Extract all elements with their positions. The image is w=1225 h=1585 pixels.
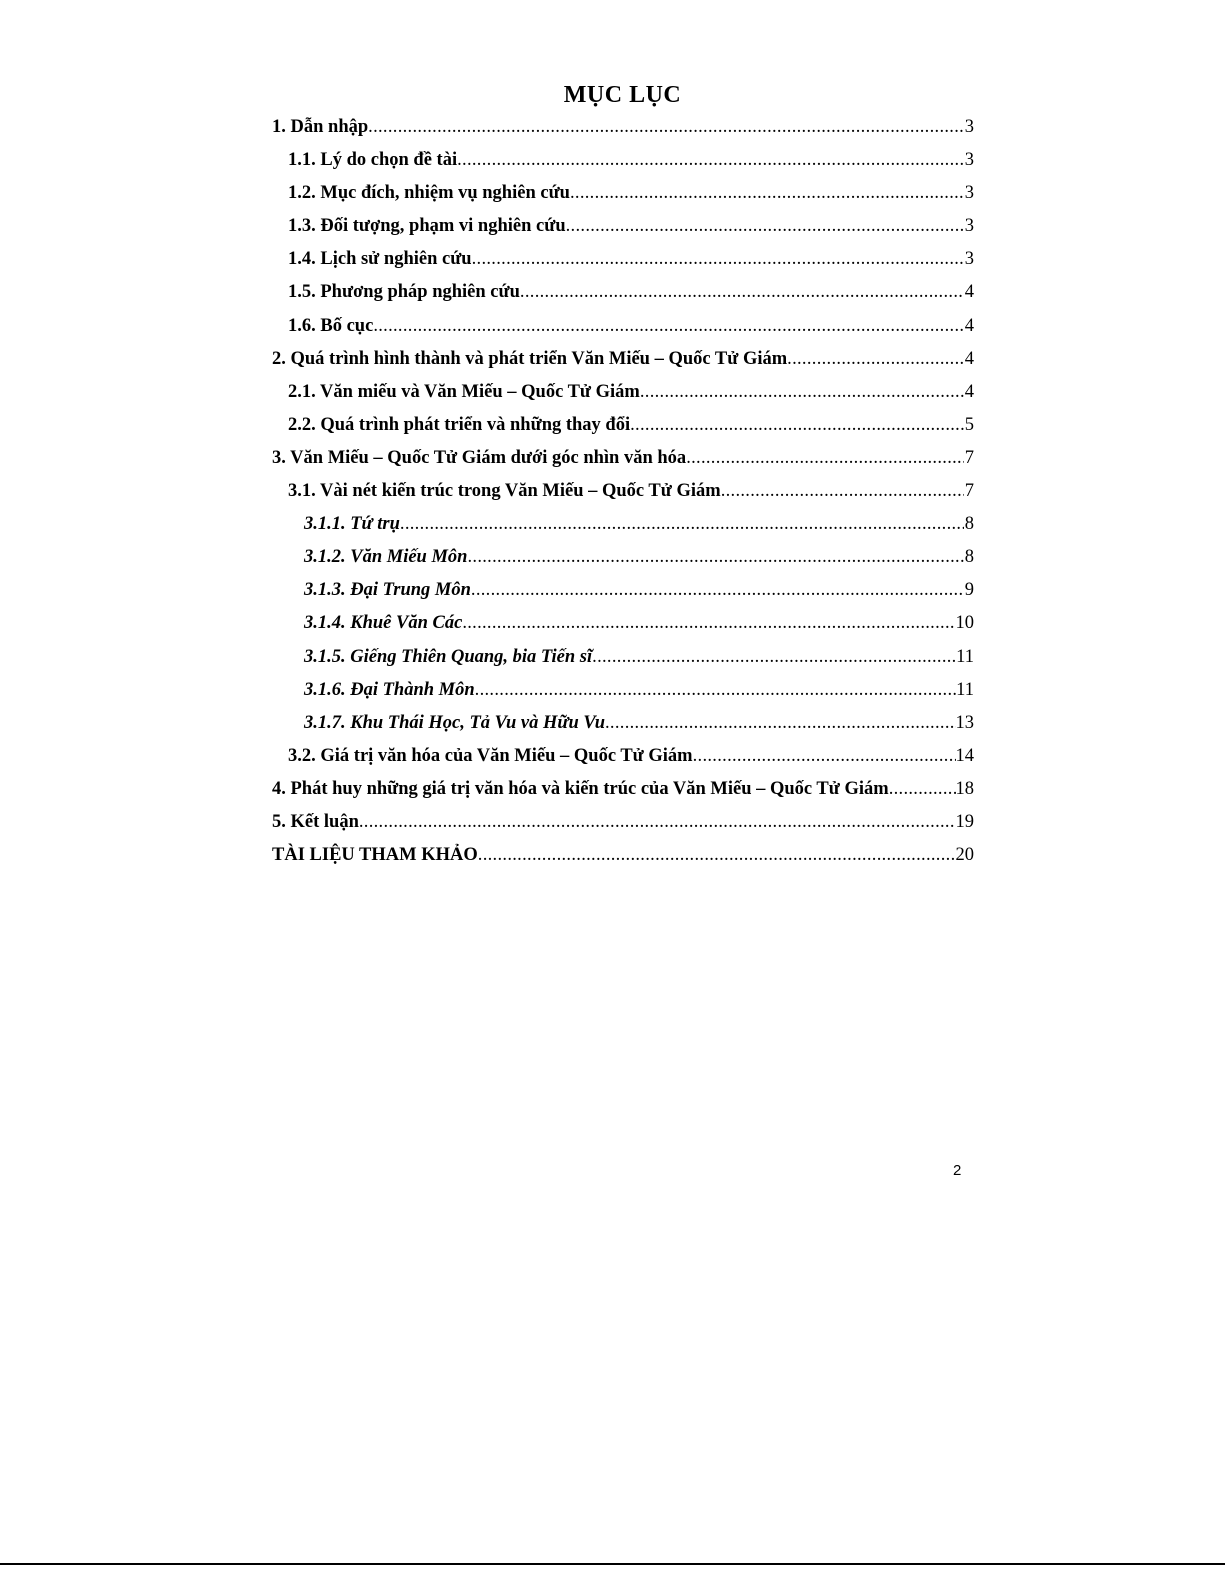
toc-entry-label: 1.6. Bố cục <box>288 315 374 336</box>
toc-entry[interactable] <box>272 740 974 773</box>
toc-entry[interactable] <box>272 243 974 276</box>
toc-entry[interactable] <box>272 607 974 640</box>
toc-entry[interactable] <box>272 276 974 309</box>
toc-title: MỤC LỤC <box>563 82 682 108</box>
toc-entry[interactable] <box>272 773 974 806</box>
toc-dot-leader <box>640 376 964 409</box>
toc-entry-label: 3.2. Giá trị văn hóa của Văn Miếu – Quốc Tử Giám <box>288 745 693 766</box>
page-bottom-divider <box>0 1563 1225 1565</box>
toc-entry[interactable] <box>272 210 974 243</box>
toc-entry-label: 3.1.6. Đại Thành Môn <box>304 679 475 700</box>
toc-entry-label: 1.2. Mục đích, nhiệm vụ nghiên cứu <box>288 183 570 204</box>
toc-entry-page: 4 <box>964 348 974 369</box>
toc-entry[interactable] <box>272 409 974 442</box>
toc-dot-leader <box>566 210 964 243</box>
toc-dot-leader <box>400 508 964 541</box>
toc-dot-leader <box>457 144 964 177</box>
toc-dot-leader <box>889 773 956 806</box>
toc-entry-page: 18 <box>955 778 974 799</box>
toc-entry-page: 10 <box>955 613 974 634</box>
toc-entry-page: 11 <box>956 646 974 667</box>
toc-entry-label: 3.1.4. Khuê Văn Các <box>304 613 463 634</box>
toc-entry-label: 1.1. Lý do chọn đề tài <box>288 150 458 171</box>
toc-dot-leader <box>693 740 956 773</box>
toc-entry-page: 7 <box>964 447 974 468</box>
toc-entry[interactable] <box>272 177 974 210</box>
toc-entry-label: TÀI LIỆU THAM KHẢO <box>272 845 478 866</box>
toc-entry-label: 1.4. Lịch sử nghiên cứu <box>288 249 472 270</box>
toc-entry-label: 4. Phát huy những giá trị văn hóa và kiến trúc của Văn Miếu – Quốc Tử Giám <box>272 778 889 799</box>
toc-entry-page: 4 <box>964 381 974 402</box>
toc-entry-page: 4 <box>964 315 974 336</box>
toc-entry-label: 1.5. Phương pháp nghiên cứu <box>288 282 520 303</box>
toc-entry-page: 7 <box>964 481 974 502</box>
toc-dot-leader <box>373 310 964 343</box>
toc-dot-leader <box>721 475 964 508</box>
toc-entry-page: 14 <box>955 745 974 766</box>
toc-entry[interactable] <box>272 806 974 839</box>
toc-entry-page: 4 <box>964 282 974 303</box>
toc-entry-label: 3.1.2. Văn Miếu Môn <box>304 547 468 568</box>
toc-entry-label: 2.2. Quá trình phát triển và những thay đổi <box>288 414 631 435</box>
toc-entry-page: 3 <box>964 249 974 270</box>
toc-entry-page: 19 <box>955 811 974 832</box>
toc-entry[interactable] <box>272 442 974 475</box>
toc-entry[interactable] <box>272 641 974 674</box>
toc-entry-page: 9 <box>964 580 974 601</box>
toc-dot-leader <box>475 674 957 707</box>
toc-dot-leader <box>472 243 964 276</box>
toc-entry[interactable] <box>272 508 974 541</box>
toc-entry-page: 13 <box>955 712 974 733</box>
toc-dot-leader <box>630 409 964 442</box>
toc-entry[interactable] <box>272 574 974 607</box>
toc-entry-page: 3 <box>964 183 974 204</box>
toc-entry-page: 3 <box>964 216 974 237</box>
toc-entry-label: 3.1.7. Khu Thái Học, Tả Vu và Hữu Vu <box>304 712 605 733</box>
toc-entry-page: 8 <box>964 547 974 568</box>
page-number: 2 <box>953 1162 962 1179</box>
toc-entry[interactable] <box>272 376 974 409</box>
toc-entry[interactable] <box>272 310 974 343</box>
toc-entry[interactable] <box>272 541 974 574</box>
toc-entry-label: 3.1.5. Giếng Thiên Quang, bia Tiến sĩ <box>304 646 593 667</box>
toc-dot-leader <box>592 641 956 674</box>
table-of-contents <box>272 111 974 872</box>
toc-entry-page: 20 <box>955 845 974 866</box>
toc-entry-page: 3 <box>964 150 974 171</box>
toc-entry-label: 3. Văn Miếu – Quốc Tử Giám dưới góc nhìn văn hóa <box>272 447 687 468</box>
toc-dot-leader <box>467 541 964 574</box>
toc-dot-leader <box>520 276 964 309</box>
toc-entry-page: 3 <box>964 117 974 137</box>
toc-dot-leader <box>686 442 964 475</box>
toc-dot-leader <box>359 806 956 839</box>
toc-entry-label: 1. Dẫn nhập <box>272 117 369 137</box>
toc-entry-label: 3.1.3. Đại Trung Môn <box>304 580 471 601</box>
toc-dot-leader <box>478 839 956 872</box>
toc-entry-label: 1.3. Đối tượng, phạm vi nghiên cứu <box>288 216 566 237</box>
toc-entry[interactable] <box>272 475 974 508</box>
toc-entry[interactable] <box>272 111 974 144</box>
toc-dot-leader <box>368 111 964 144</box>
toc-entry-label: 2. Quá trình hình thành và phát triển Văn Miếu – Quốc Tử Giám <box>272 348 788 369</box>
toc-dot-leader <box>787 343 964 376</box>
toc-dot-leader <box>471 574 964 607</box>
toc-entry-page: 11 <box>956 679 974 700</box>
toc-entry[interactable] <box>272 707 974 740</box>
toc-dot-leader <box>570 177 964 210</box>
toc-dot-leader <box>605 707 956 740</box>
toc-entry-label: 2.1. Văn miếu và Văn Miếu – Quốc Tử Giám <box>288 381 640 402</box>
toc-entry-label: 5. Kết luận <box>272 811 359 832</box>
toc-entry[interactable] <box>272 343 974 376</box>
toc-entry-page: 8 <box>964 514 974 535</box>
toc-entry-page: 5 <box>964 414 974 435</box>
toc-entry[interactable] <box>272 144 974 177</box>
toc-entry[interactable] <box>272 674 974 707</box>
toc-dot-leader <box>462 607 955 640</box>
toc-entry[interactable] <box>272 839 974 872</box>
toc-entry-label: 3.1.1. Tứ trụ <box>304 514 400 535</box>
toc-entry-label: 3.1. Vài nét kiến trúc trong Văn Miếu – Quốc Tử Giám <box>288 481 721 502</box>
